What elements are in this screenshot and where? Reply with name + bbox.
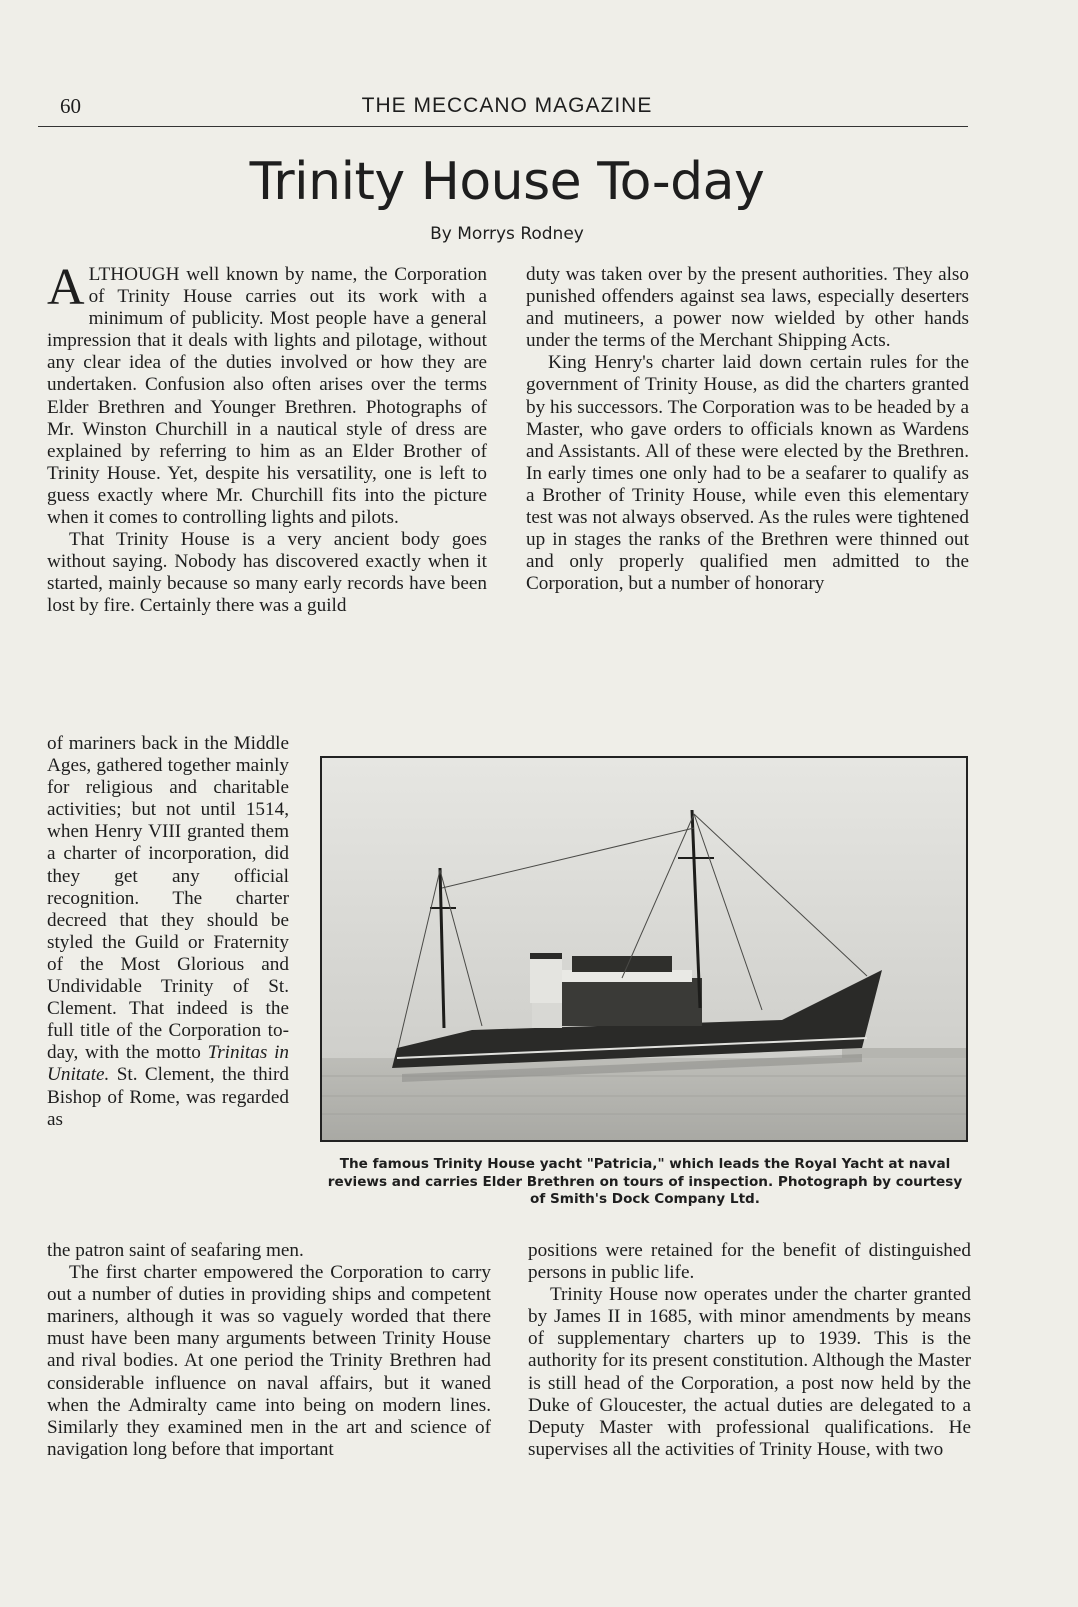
paragraph-duty-continued: duty was taken over by the present authorities. They also punished offenders against sea laws, especially deserters and mutineers, a power now wielded by other hands under the terms of the Merchant Shipping Acts. — [526, 264, 969, 352]
right-column-top — [526, 264, 969, 595]
history-middle-text-b: St. Clement, the third Bishop of Rome, was regarded as — [47, 1064, 289, 1130]
paragraph-first-charter: The first charter empowered the Corporation to carry out a number of duties in providing ships and competent mariners, although it was so vaguely worded that there must have been many arguments between Trinity House and rival bodies. At one period the Trinity Brethren had considerable influence on naval affairs, but it waned when the Admiralty came into being on modern lines. Similarly they examined men in the art and science of navigation long before that important — [47, 1262, 491, 1460]
paragraph-history-middle — [47, 733, 289, 1131]
paragraph-current-charter: Trinity House now operates under the charter granted by James II in 1685, with minor amendments by means of supplementary charters up to 1939. This is the authority for its present constitution. Although the Master is still head of the Corporation, a post now held by the Duke of Gloucester, the actual duties are delegated to a Deputy Master with professional qualifications. He supervises all the activities of Trinity House, with two — [528, 1284, 971, 1460]
photo-caption: The famous Trinity House yacht "Patricia," which leads the Royal Yacht at naval reviews and carries Elder Brethren on tours of inspection. Photograph by courtesy of Smith's Dock Company Ltd. — [327, 1156, 963, 1207]
left-column-top — [47, 259, 487, 618]
drop-cap: A — [47, 259, 85, 316]
paragraph-charter-rules: King Henry's charter laid down certain rules for the government of Trinity House, as did the charters granted by his successors. The Corporation was to be headed by a Master, who gave orders to officials known as Wardens and Assistants. All of these were elected by the Brethren. In early times one only had to be a seafarer to qualify as a Brother of Trinity House, while even this elementary test was not always observed. As the rules were tightened up in stages the ranks of the Brethren were thinned out and only properly qualified men admitted to the Corporation, but a number of honorary — [526, 352, 969, 595]
paragraph-intro-text: LTHOUGH well known by name, the Corporation of Trinity House carries out its work with a minimum of publicity. Most people have a general impression that it deals with lights and pilotage, without any clear idea of the duties involved or how they are undertaken. Confusion also often arises over the terms Elder Brethren and Younger Brethren. Photographs of Mr. Winston Churchill in a nautical style of dress are explained by referring to him as an Elder Brother of Trinity House. Yet, despite his versatility, one is left to guess exactly where Mr. Churchill fits into the picture when it comes to controlling lights and pilots. — [47, 264, 487, 529]
motto: Trinitas in Unitate. — [47, 1042, 289, 1086]
article-title: Trinity House To-day — [249, 152, 765, 212]
article-byline: By Morrys Rodney — [430, 224, 584, 244]
left-column-bottom — [47, 1240, 491, 1461]
history-middle-text: of mariners back in the Middle Ages, gathered together mainly for religious and charitable activities; but not until 1514, when Henry VIII granted them a charter of incorporation, did they get any official recognition. The charter decreed that they should be styled the Guild or Fraternity of the Most Glorious and Undividable Trinity of St. Clement. That indeed is the full title of the Corporation to-day, with the motto — [47, 733, 289, 1064]
page-number: 60 — [60, 94, 81, 118]
ship-photo — [320, 756, 968, 1142]
paragraph-intro — [47, 259, 487, 529]
magazine-title: THE MECCANO MAGAZINE — [361, 94, 653, 117]
right-column-bottom — [528, 1240, 971, 1461]
running-head — [0, 94, 1078, 124]
paragraph-history-start: That Trinity House is a very ancient body goes without saying. Nobody has discovered exactly when it started, mainly because so many early records have been lost by fire. Certainly there was a guild — [47, 529, 487, 617]
header-rule — [38, 126, 968, 127]
paragraph-honorary-positions: positions were retained for the benefit of distinguished persons in public life. — [528, 1240, 971, 1284]
ship-photo-image — [322, 758, 966, 1140]
paragraph-history-end: the patron saint of seafaring men. — [47, 1240, 304, 1261]
narrow-column — [47, 733, 289, 1131]
